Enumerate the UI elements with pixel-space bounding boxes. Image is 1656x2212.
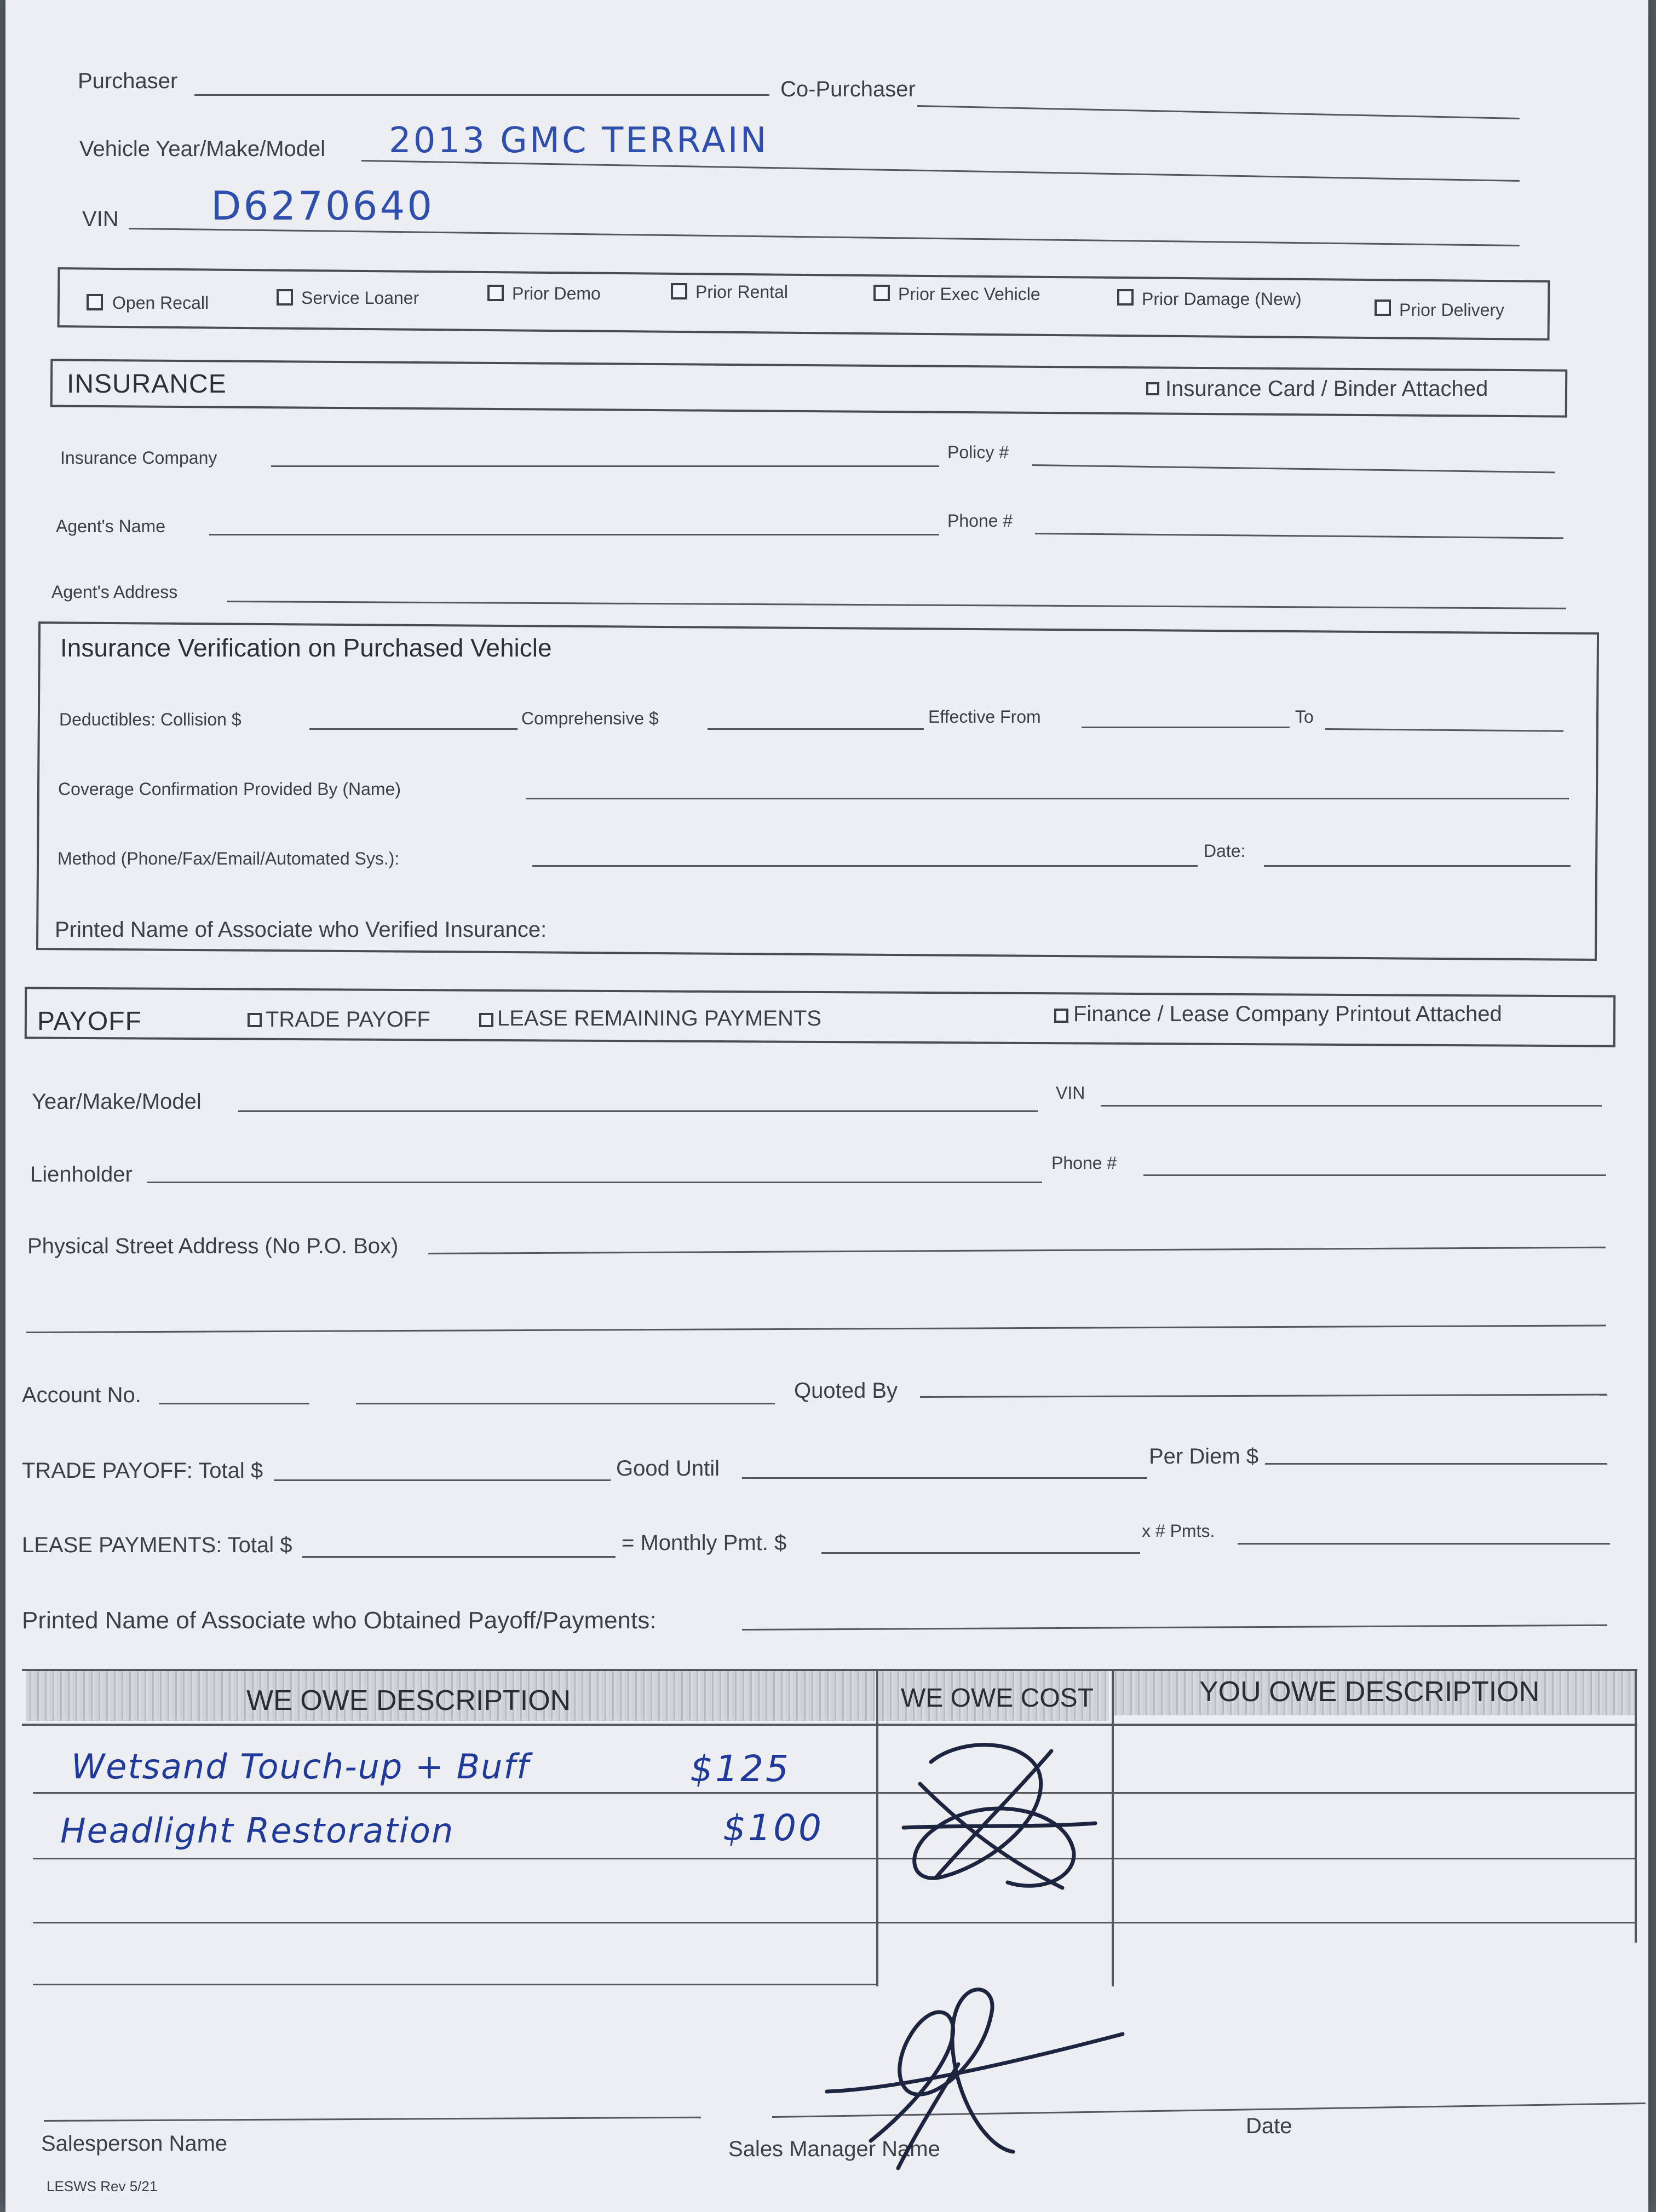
lease-total-line[interactable] <box>302 1556 616 1558</box>
vin-line[interactable] <box>129 228 1520 246</box>
good-until-line[interactable] <box>742 1477 1147 1479</box>
checkbox-prior-exec[interactable] <box>873 285 890 301</box>
table-row-rule-2 <box>33 1858 1635 1859</box>
payoff-vin-label: VIN <box>1056 1083 1085 1103</box>
to-label: To <box>1295 707 1314 727</box>
lease-remaining-label: LEASE REMAINING PAYMENTS <box>497 1006 821 1030</box>
table-top-border <box>22 1669 1637 1671</box>
row-2-cost: $100 <box>723 1807 824 1849</box>
policy-label: Policy # <box>947 442 1009 462</box>
co-purchaser-line[interactable] <box>917 105 1520 119</box>
insurance-company-label: Insurance Company <box>60 448 217 468</box>
verification-date-line[interactable] <box>1264 865 1571 867</box>
payoff-title: PAYOFF <box>37 1007 142 1036</box>
good-until-label: Good Until <box>616 1456 720 1481</box>
printout-attached-label: Finance / Lease Company Printout Attached <box>1073 1002 1502 1026</box>
checkbox-service-loaner[interactable] <box>277 289 293 306</box>
flag-prior-damage: Prior Damage (New) <box>1142 289 1302 309</box>
vehicle-label: Vehicle Year/Make/Model <box>79 137 326 161</box>
vin-label: VIN <box>82 207 119 231</box>
lienholder-label: Lienholder <box>30 1162 133 1186</box>
lienholder-line[interactable] <box>147 1182 1042 1183</box>
payoff-ymm-line[interactable] <box>238 1110 1038 1112</box>
you-owe-header: YOU OWE DESCRIPTION <box>1199 1676 1540 1708</box>
verification-date-label: Date: <box>1204 841 1246 861</box>
comprehensive-label: Comprehensive $ <box>521 708 659 728</box>
checkbox-printout-attached[interactable] <box>1054 1009 1068 1023</box>
coverage-line[interactable] <box>526 798 1569 799</box>
policy-line[interactable] <box>1032 464 1555 473</box>
checkbox-lease-remaining[interactable] <box>479 1013 493 1027</box>
verified-by-label: Printed Name of Associate who Verified Insurance: <box>55 918 547 942</box>
quoted-by-line[interactable] <box>920 1394 1607 1398</box>
flag-prior-rental: Prior Rental <box>695 282 788 302</box>
monthly-line[interactable] <box>821 1552 1140 1554</box>
street-address-line[interactable] <box>428 1247 1606 1254</box>
table-divider-1 <box>876 1669 878 1986</box>
checkbox-prior-demo[interactable] <box>487 285 504 301</box>
signature-date-label: Date <box>1246 2114 1292 2138</box>
form-code: LESWS Rev 5/21 <box>47 2178 158 2194</box>
we-owe-header: WE OWE DESCRIPTION <box>246 1685 571 1716</box>
row-1-cost: $125 <box>690 1748 791 1790</box>
vehicle-line[interactable] <box>361 160 1520 182</box>
comprehensive-line[interactable] <box>708 728 924 730</box>
checkbox-prior-rental[interactable] <box>671 283 687 299</box>
trade-total-line[interactable] <box>274 1479 611 1481</box>
verification-title: Insurance Verification on Purchased Vehicle <box>60 633 552 662</box>
deductibles-label: Deductibles: Collision $ <box>59 710 242 729</box>
method-label: Method (Phone/Fax/Email/Automated Sys.): <box>58 849 400 868</box>
collision-line[interactable] <box>309 728 518 730</box>
effective-from-line[interactable] <box>1082 727 1290 728</box>
document-page <box>5 0 1648 2212</box>
insurance-title: INSURANCE <box>67 370 227 399</box>
monthly-label: = Monthly Pmt. $ <box>622 1531 787 1555</box>
checkbox-open-recall[interactable] <box>87 294 103 310</box>
lease-total-label: LEASE PAYMENTS: Total $ <box>22 1533 292 1557</box>
effective-from-label: Effective From <box>928 707 1041 727</box>
salesperson-line[interactable] <box>44 2117 701 2122</box>
checkbox-prior-damage[interactable] <box>1117 289 1134 306</box>
vin-handwritten: D6270640 <box>211 183 435 229</box>
row-2-description: Headlight Restoration <box>60 1811 455 1851</box>
pmts-label: x # Pmts. <box>1142 1521 1215 1541</box>
obtained-by-label: Printed Name of Associate who Obtained Payoff/Payments: <box>22 1607 657 1634</box>
payoff-ymm-label: Year/Make/Model <box>32 1090 202 1114</box>
table-right-border <box>1635 1669 1637 1943</box>
table-header-rule <box>22 1724 1637 1726</box>
agent-address-label: Agent's Address <box>51 582 178 602</box>
agent-name-line[interactable] <box>209 534 939 535</box>
flag-service-loaner: Service Loaner <box>301 288 419 308</box>
account-line-a[interactable] <box>159 1403 309 1404</box>
purchaser-line[interactable] <box>194 94 769 96</box>
agent-name-label: Agent's Name <box>56 516 165 536</box>
per-diem-line[interactable] <box>1265 1463 1607 1465</box>
lienholder-phone-label: Phone # <box>1051 1153 1117 1173</box>
checkbox-trade-payoff[interactable] <box>248 1013 262 1027</box>
vehicle-handwritten: 2013 GMC TERRAIN <box>389 120 769 161</box>
salesperson-label: Salesperson Name <box>41 2132 228 2156</box>
cost-header: WE OWE COST <box>901 1684 1094 1713</box>
account-label: Account No. <box>22 1383 141 1407</box>
table-divider-2 <box>1112 1669 1114 1986</box>
flag-prior-delivery: Prior Delivery <box>1399 300 1505 320</box>
table-row-rule-1 <box>33 1792 1635 1794</box>
method-line[interactable] <box>532 865 1198 867</box>
flag-prior-exec: Prior Exec Vehicle <box>898 284 1040 304</box>
agent-phone-label: Phone # <box>947 511 1013 531</box>
owe-table <box>22 1669 1637 1986</box>
table-row-rule-3 <box>33 1922 1635 1923</box>
co-purchaser-label: Co-Purchaser <box>780 77 916 101</box>
coverage-label: Coverage Confirmation Provided By (Name) <box>58 779 401 799</box>
insurance-company-line[interactable] <box>271 465 939 467</box>
trade-payoff-label: TRADE PAYOFF <box>266 1007 430 1032</box>
obtained-by-line[interactable] <box>742 1625 1607 1631</box>
insurance-card-label: Insurance Card / Binder Attached <box>1165 377 1488 401</box>
manager-signature <box>816 1982 1145 2179</box>
manager-initials-scribble <box>898 1729 1106 1910</box>
pmts-line[interactable] <box>1238 1543 1610 1545</box>
table-row-rule-4 <box>33 1984 876 1985</box>
street-address-label: Physical Street Address (No P.O. Box) <box>27 1234 399 1258</box>
agent-address-line[interactable] <box>227 601 1566 609</box>
payoff-vin-line[interactable] <box>1101 1105 1602 1107</box>
lienholder-phone-line[interactable] <box>1143 1174 1606 1176</box>
flag-prior-demo: Prior Demo <box>512 284 601 303</box>
purchaser-label: Purchaser <box>78 69 178 93</box>
flag-open-recall: Open Recall <box>112 293 209 313</box>
checkbox-insurance-card[interactable] <box>1146 382 1159 395</box>
manager-label: Sales Manager Name <box>728 2137 940 2161</box>
row-1-description: Wetsand Touch-up + Buff <box>71 1747 530 1787</box>
account-line-b[interactable] <box>356 1403 775 1404</box>
quoted-by-label: Quoted By <box>794 1379 898 1403</box>
street-address-line-2[interactable] <box>26 1324 1606 1333</box>
agent-phone-line[interactable] <box>1035 533 1563 539</box>
trade-total-label: TRADE PAYOFF: Total $ <box>22 1459 263 1483</box>
per-diem-label: Per Diem $ <box>1149 1444 1259 1468</box>
checkbox-prior-delivery[interactable] <box>1375 299 1391 316</box>
